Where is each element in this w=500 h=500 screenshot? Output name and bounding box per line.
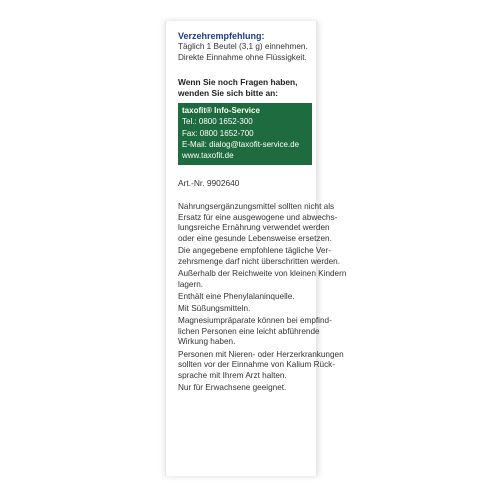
note-line: Nur für Erwachsene geeignet. [178, 382, 287, 392]
note-line: Die angegebene empfohlene tägliche Ver- [178, 246, 331, 256]
note-line: oder eine gesunde Lebensweise ersetzen. [178, 234, 332, 244]
questions-line: Wenn Sie noch Fragen haben, [178, 77, 298, 88]
article-number: Art.-Nr. 9902640 [178, 177, 240, 188]
package-side-panel [165, 21, 347, 476]
questions-line: wenden Sie sich bitte an: [178, 88, 279, 99]
note-line: lichen Personen eine leicht abführende [178, 326, 320, 336]
note-line: zehrsmenge darf nicht überschritten werden. [178, 256, 341, 266]
note-line: Wirkung haben. [178, 337, 236, 347]
note-block [178, 202, 338, 244]
note-line: Mit Süßungsmitteln. [178, 303, 251, 313]
dosage-line: Direkte Einnahme ohne Flüssigkeit. [178, 52, 307, 62]
note-line: Enthält eine Phenylalaninquelle. [178, 291, 295, 301]
note-block [178, 383, 310, 394]
panel-content [178, 31, 347, 395]
info-service-email: E-Mail: dialog@taxofit-service.de [182, 140, 300, 150]
note-line: Ersatz für eine ausgewogene und abwechs- [178, 212, 338, 222]
note-line: lungsreiche Ernährung verwendet werden [178, 223, 330, 233]
note-block [178, 292, 310, 303]
note-line: lagern. [178, 279, 204, 289]
note-block [178, 269, 347, 290]
note-line: sollten vor der Einnahme von Kalium Rück- [178, 360, 335, 370]
note-block [178, 304, 310, 315]
note-block [178, 246, 341, 267]
info-service-fax: Fax: 0800 1652-700 [182, 128, 254, 138]
info-service-box [178, 103, 312, 164]
dosage-line: Täglich 1 Beutel (3,1 g) einnehmen. [178, 42, 308, 51]
notes-section [178, 202, 347, 393]
note-block [178, 349, 344, 382]
note-line: sprache mit Ihrem Arzt halten. [178, 370, 287, 380]
info-service-phone: Tel.: 0800 1652-300 [182, 117, 253, 127]
note-block [178, 316, 332, 348]
note-line: Personen mit Nieren- oder Herzerkrankungen [178, 349, 344, 359]
dosage-heading: Verzehrempfehlung: [178, 31, 265, 41]
info-service-title: taxofit® Info-Service [182, 106, 260, 116]
note-line: Nahrungsergänzungsmittel sollten nicht als [178, 202, 335, 212]
note-line: Außerhalb der Reichweite von kleinen Kindern [178, 269, 347, 279]
info-service-website: www.taxofit.de [182, 151, 234, 161]
note-line: Magnesiumpräparate können bei empfind- [178, 316, 332, 326]
